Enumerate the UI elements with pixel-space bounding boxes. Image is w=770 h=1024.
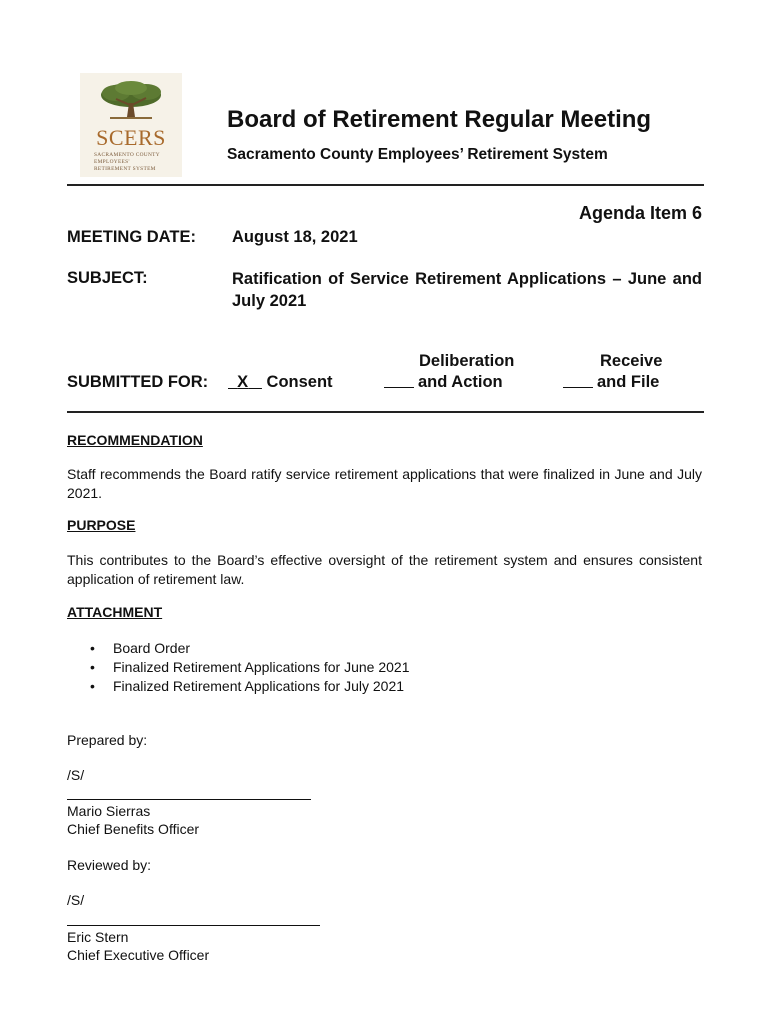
reviewed-title: Chief Executive Officer [67,947,210,963]
reviewed-name: Eric Stern [67,929,129,945]
document-subtitle: Sacramento County Employees’ Retirement System [227,146,608,163]
receive-blank [563,373,593,388]
purpose-heading: PURPOSE [67,517,136,533]
consent-option [228,373,333,392]
attachment-item: • Finalized Retirement Applications for July 2021 [67,677,410,696]
attachment-heading: ATTACHMENT [67,604,163,620]
oak-tree-icon [80,73,182,133]
agenda-item-label: Agenda Item 6 [578,203,702,223]
scers-logo [80,73,182,177]
deliberation-option [384,373,503,392]
attachment-item: • Finalized Retirement Applications for June 2021 [67,658,410,677]
submitted-divider [67,411,704,413]
prepared-title: Chief Benefits Officer [67,821,200,837]
meeting-date-value: August 18, 2021 [232,228,358,246]
deliberation-label-2: and Action [418,373,503,391]
receive-label-1: Receive [600,352,663,370]
purpose-text: This contributes to the Board’s effective oversight of the retirement system and ensures consistent application of retirement law. [67,552,702,587]
logo-subtext-2: EMPLOYEES' [94,159,130,165]
logo-wordmark: SCERS [96,125,166,150]
attachment-item: • Board Order [67,639,410,658]
consent-label: Consent [266,373,333,391]
reviewed-signature: /S/ [67,892,85,908]
recommendation-text: Staff recommends the Board ratify service retirement applications that were finalized in June and July 2021. [67,466,702,501]
subject-value: Ratification of Service Retirement Applications – June and July 2021 [232,270,702,310]
reviewed-by-label: Reviewed by: [67,857,152,873]
recommendation-heading: RECOMMENDATION [67,432,203,448]
prepared-signature-line [67,799,311,800]
prepared-name: Mario Sierras [67,803,151,819]
consent-mark: X [237,373,249,391]
deliberation-label-1: Deliberation [419,352,515,370]
reviewed-signature-line [67,925,320,926]
meeting-date-label: MEETING DATE: [67,228,196,246]
deliberation-blank [384,373,414,388]
submitted-for-label: SUBMITTED FOR: [67,373,209,391]
receive-option [563,373,659,392]
prepared-by-label: Prepared by: [67,732,148,748]
logo-subtext-1: SACRAMENTO COUNTY [94,152,160,158]
document-title: Board of Retirement Regular Meeting [227,106,652,133]
attachment-list [67,639,410,696]
receive-label-2: and File [597,373,660,391]
header-divider [67,184,704,186]
subject-label: SUBJECT: [67,269,148,287]
prepared-signature: /S/ [67,767,85,783]
logo-subtext-3: RETIREMENT SYSTEM [94,166,156,172]
